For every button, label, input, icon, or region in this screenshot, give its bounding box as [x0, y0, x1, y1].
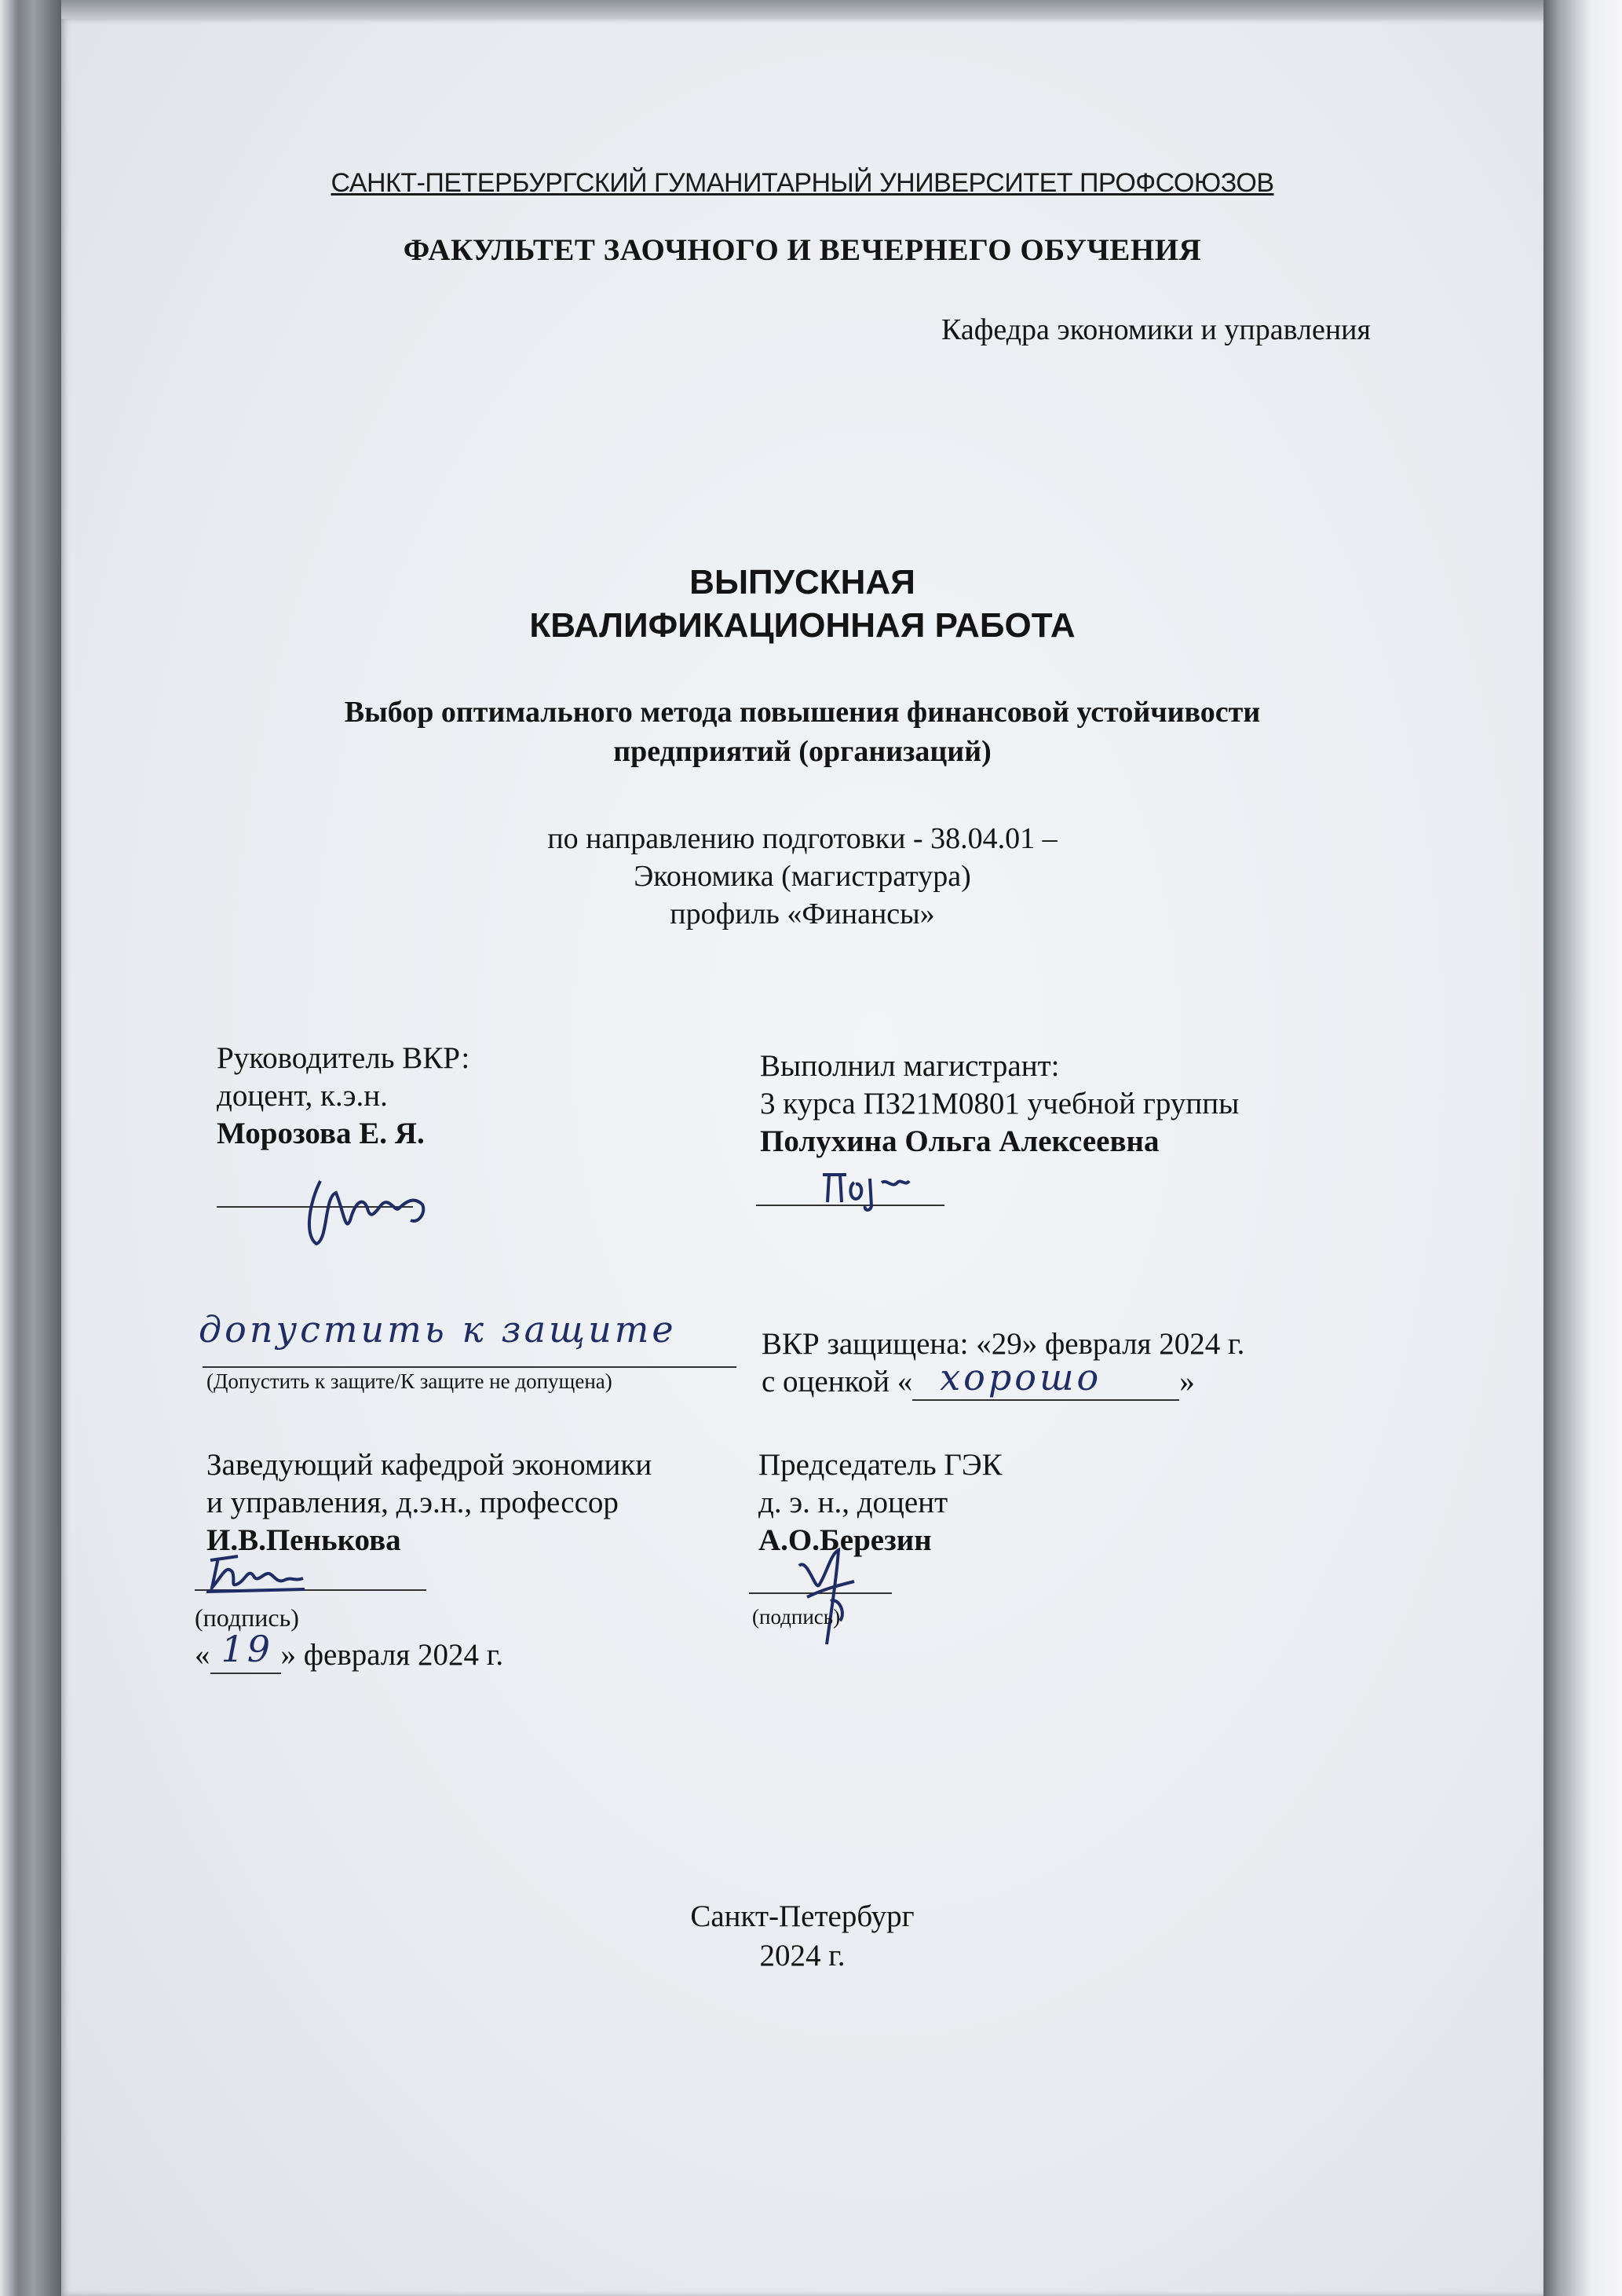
- chairman-signature-caption: (подпись): [752, 1605, 841, 1629]
- chairman-name: А.О.Березин: [758, 1523, 932, 1557]
- book-page-edges-right: [1543, 0, 1622, 2296]
- chairman-degree: д. э. н., доцент: [758, 1486, 948, 1519]
- student-signature: [815, 1167, 933, 1214]
- direction-line-3: профиль «Финансы»: [670, 898, 935, 930]
- head-name: И.В.Пенькова: [206, 1523, 401, 1557]
- admission-handwriting: допустить к защите: [199, 1308, 677, 1351]
- thesis-topic-line-2: предприятий (организаций): [613, 735, 992, 768]
- admission-line: [203, 1366, 736, 1368]
- work-type-line-1: ВЫПУСКНАЯ: [689, 563, 915, 601]
- head-date-day: 19: [221, 1628, 274, 1670]
- supervisor-label: Руководитель ВКР:: [217, 1041, 470, 1075]
- title-page: [61, 19, 1543, 2296]
- defense-date: ВКР защищена: «29» февраля 2024 г.: [762, 1327, 1245, 1361]
- footer-city: Санкт-Петербург: [690, 1899, 915, 1933]
- faculty-name: ФАКУЛЬТЕТ ЗАОЧНОГО И ВЕЧЕРНЕГО ОБУЧЕНИЯ: [403, 233, 1202, 267]
- head-title-line-2: и управления, д.э.н., профессор: [206, 1486, 619, 1519]
- admission-caption: (Допустить к защите/К защите не допущена): [206, 1369, 612, 1393]
- thesis-topic: [61, 693, 1543, 771]
- chairman-signature: [784, 1542, 870, 1652]
- head-date-day-field: [210, 1628, 281, 1674]
- book-binding-left: [0, 0, 61, 2296]
- direction-line-1: по направлению подготовки - 38.04.01 –: [547, 822, 1058, 855]
- book-binding-top: [61, 0, 1543, 19]
- supervisor-block: [217, 1040, 469, 1153]
- grade-handwriting: хорошо: [940, 1356, 1102, 1398]
- student-block: [760, 1047, 1239, 1161]
- study-direction: [61, 820, 1543, 933]
- head-signature: [203, 1548, 320, 1596]
- head-title-line-1: Заведующий кафедрой экономики: [206, 1448, 652, 1482]
- chairman-title: Председатель ГЭК: [758, 1448, 1003, 1482]
- head-date: [195, 1628, 504, 1674]
- head-signature-caption: (подпись): [195, 1603, 299, 1632]
- footer-year: 2024 г.: [759, 1939, 846, 1972]
- head-date-open: «: [195, 1638, 210, 1672]
- grade-field: [912, 1356, 1179, 1401]
- direction-line-2: Экономика (магистратура): [634, 860, 971, 893]
- supervisor-signature: [289, 1165, 446, 1252]
- grade-suffix: »: [1179, 1365, 1195, 1398]
- student-group: 3 курса ПЗ21М0801 учебной группы: [760, 1087, 1240, 1121]
- grade-prefix: с оценкой «: [762, 1365, 913, 1398]
- head-block: [206, 1446, 652, 1559]
- department-name: Кафедра экономики и управления: [941, 313, 1371, 346]
- student-name: Полухина Ольга Алексеевна: [760, 1124, 1160, 1158]
- supervisor-name: Морозова Е. Я.: [217, 1117, 425, 1150]
- student-label: Выполнил магистрант:: [760, 1049, 1060, 1083]
- work-type-heading: [61, 561, 1543, 647]
- supervisor-position: доцент, к.э.н.: [217, 1079, 388, 1113]
- head-date-close: » февраля 2024 г.: [280, 1638, 504, 1672]
- university-name: САНКТ-ПЕТЕРБУРГСКИЙ ГУМАНИТАРНЫЙ УНИВЕРСИТЕТ ПРОФСОЮЗОВ: [331, 168, 1274, 198]
- footer: [61, 1897, 1543, 1976]
- thesis-topic-line-1: Выбор оптимального метода повышения финансовой устойчивости: [344, 696, 1261, 729]
- defense-grade: [762, 1356, 1195, 1401]
- work-type-line-2: КВАЛИФИКАЦИОННАЯ РАБОТА: [529, 606, 1076, 645]
